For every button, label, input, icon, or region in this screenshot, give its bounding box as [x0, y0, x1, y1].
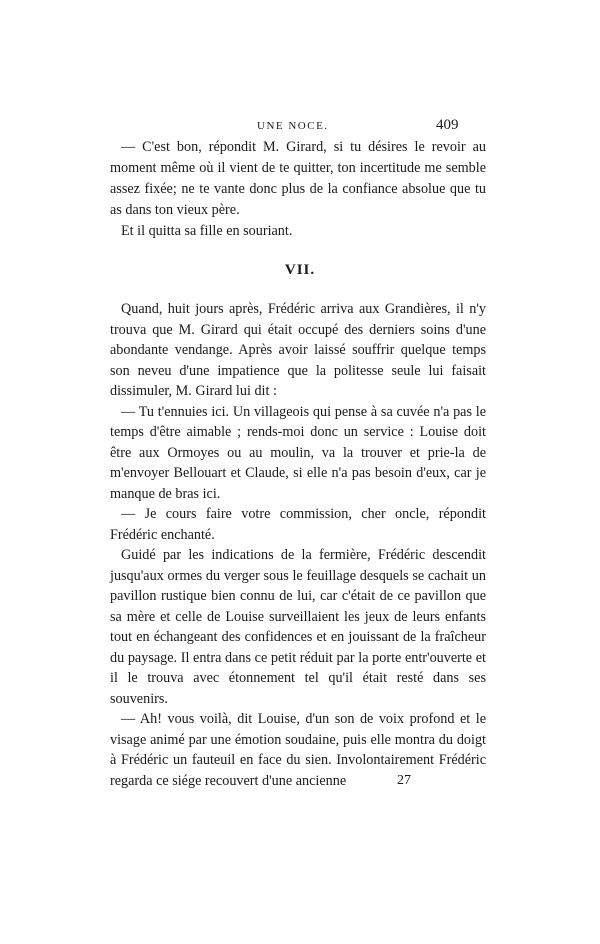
paragraph: Guidé par les indications de la fermière, Frédéric descendit jusqu'aux ormes du verger sous le feuillage desquels se cachait un pavillon rustique bien connu de lui, car c'était de ce pavillon que sa mère et celle de Louise surveillaient les jeux de leurs enfants tout en échangeant des confidences et en jouissant de la fraîcheur du paysage. Il entra dans ce petit réduit par la porte entr'ouverte et il le trouva avec étonnement tel qu'il était resté dans ses souvenirs.	[110, 547, 486, 707]
page-number: 409	[436, 117, 459, 133]
signature-mark: 27	[397, 773, 411, 788]
paragraph: — Ah! vous voilà, dit Louise, d'un son de voix profond et le visage animé par une émotion soudaine, puis elle montra du doigt à Frédéric un fauteuil en face du sien. Involontairement Frédéric regarda ce siége recouvert d'une ancienne	[110, 711, 486, 789]
chapter-text	[110, 299, 486, 791]
paragraph: Et il quitta sa fille en souriant.	[121, 223, 293, 239]
paragraph: — Je cours faire votre commission, cher oncle, répondit Frédéric enchanté.	[110, 506, 486, 543]
paragraph: — Tu t'ennuies ici. Un villageois qui pense à sa cuvée n'a pas le temps d'être aimable ; rends-moi donc un service : Louise doit être aux Ormoyes ou au moulin, va la trouver et prie-la de m'envoyer Bellouart et Claude, si elle n'a pas besoin d'eux, car je manque de bras ici.	[110, 403, 486, 502]
chapter-heading: VII.	[284, 262, 316, 278]
running-title: UNE NOCE.	[257, 120, 329, 132]
opening-text	[110, 137, 486, 242]
paragraph: Quand, huit jours après, Frédéric arriva aux Grandières, il n'y trouva que M. Girard qui était occupé des derniers soins d'une abondante vendange. Après avoir laissé souffrir quelque temps son neveu d'une impatience que la politesse seule lui faisait dissimuler, M. Girard lui dit :	[110, 301, 486, 399]
paragraph: — C'est bon, répondit M. Girard, si tu désires le revoir au moment même où il vient de te quitter, ton incertitude me semble assez fixée; ne te vante donc plus de la confiance absolue que tu as dans ton vieux père.	[110, 139, 486, 218]
